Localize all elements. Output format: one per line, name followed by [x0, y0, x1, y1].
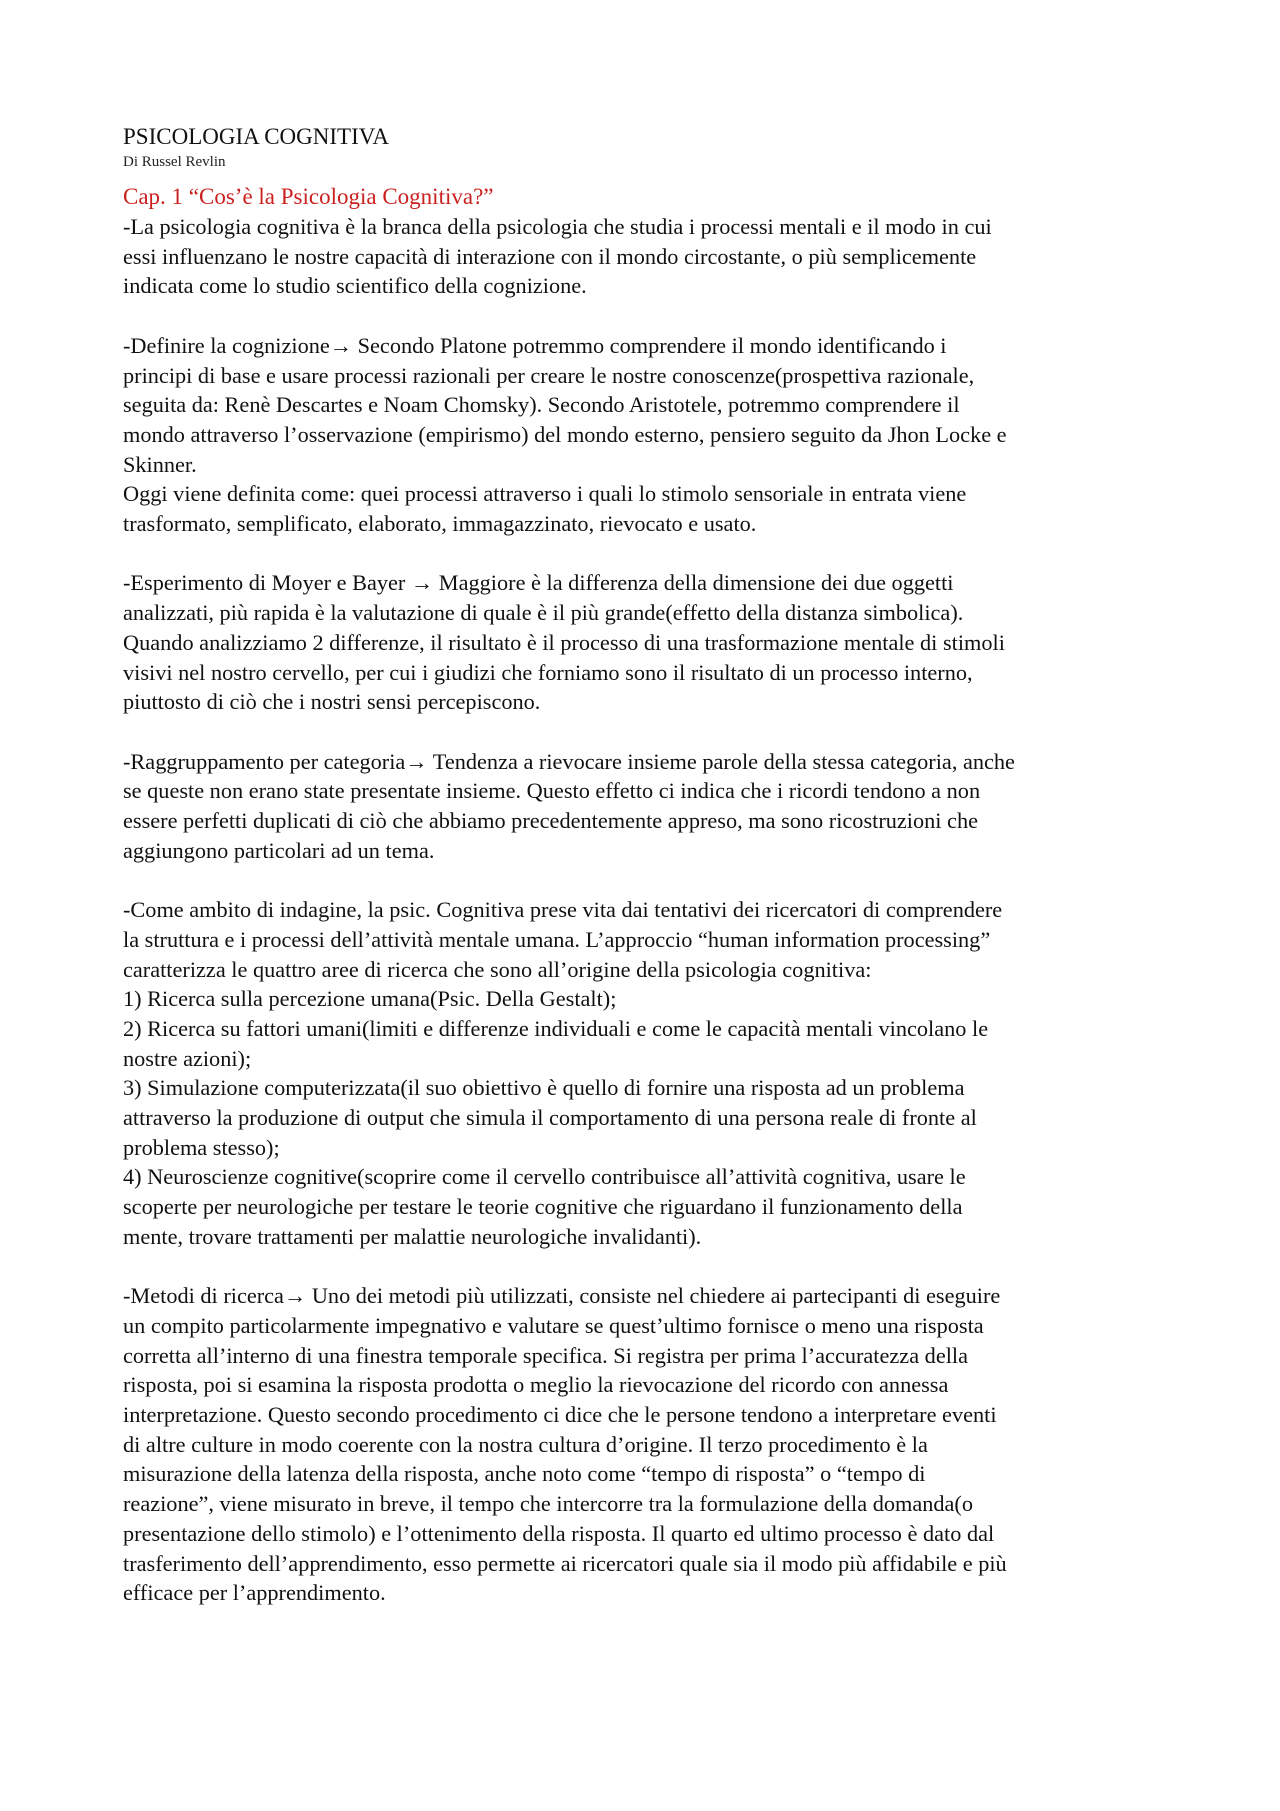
text-line: Oggi viene definita come: quei processi attraverso i quali lo stimolo sensoriale in entrata viene [123, 481, 967, 507]
text-line: essi influenzano le nostre capacità di interazione con il mondo circostante, o più semplicemente [123, 243, 977, 269]
text-line: Quando analizziamo 2 differenze, il risultato è il processo di una trasformazione mentale di stimoli [123, 629, 1005, 655]
paragraph-spacer [123, 301, 1173, 331]
document-author: Di Russel Revlin [123, 154, 226, 170]
text-line: 2) Ricerca su fattori umani(limiti e differenze individuali e come le capacità mentali vincolano le [123, 1015, 989, 1041]
text-line: visivi nel nostro cervello, per cui i giudizi che forniamo sono il risultato di un processo interno, [123, 659, 973, 685]
text-line: 3) Simulazione computerizzata(il suo obiettivo è quello di fornire una risposta ad un problema [123, 1075, 965, 1101]
text-line: 4) Neuroscienze cognitive(scoprire come il cervello contribuisce all’attività cognitiva, usare le [123, 1164, 966, 1190]
text-line: mondo attraverso l’osservazione (empirismo) del mondo esterno, pensiero seguito da Jhon Locke e [123, 421, 1007, 447]
paragraph [123, 1281, 1173, 1608]
text-line: trasferimento dell’apprendimento, esso permette ai ricercatori quale sia il modo più affidabile e più [123, 1550, 1007, 1576]
text-line: presentazione dello stimolo) e l’ottenimento della risposta. Il quarto ed ultimo processo è dato dal [123, 1520, 995, 1546]
text-line: mente, trovare trattamenti per malattie neurologiche invalidanti). [123, 1223, 702, 1249]
paragraph-spacer [123, 717, 1173, 747]
text-line: piuttosto di ciò che i nostri sensi percepiscono. [123, 689, 541, 715]
text-line: risposta, poi si esamina la risposta prodotta o meglio la rievocazione del ricordo con annessa [123, 1372, 949, 1398]
text-line: indicata come lo studio scientifico della cognizione. [123, 273, 587, 299]
chapter-heading: Cap. 1 “Cos’è la Psicologia Cognitiva?” [123, 184, 494, 209]
text-line: -Raggruppamento per categoria→ Tendenza a rievocare insieme parole della stessa categoria, anche [123, 748, 1015, 774]
text-line: un compito particolarmente impegnativo e valutare se quest’ultimo fornisce o meno una risposta [123, 1312, 984, 1338]
text-line: problema stesso); [123, 1134, 280, 1160]
text-line: -Esperimento di Moyer e Bayer → Maggiore è la differenza della dimensione dei due oggetti [123, 570, 954, 596]
text-line: reazione”, viene misurato in breve, il tempo che intercorre tra la formulazione della domanda(o [123, 1491, 974, 1517]
chapter-body [123, 212, 1173, 1608]
paragraph [123, 331, 1173, 539]
text-line: -Metodi di ricerca→ Uno dei metodi più utilizzati, consiste nel chiedere ai partecipanti di eseguire [123, 1283, 1001, 1309]
paragraph [123, 895, 1173, 1251]
text-line: aggiungono particolari ad un tema. [123, 837, 435, 863]
document-page [123, 122, 1173, 1608]
text-line: scoperte per neurologiche per testare le teorie cognitive che riguardano il funzionamento della [123, 1194, 963, 1220]
text-line: essere perfetti duplicati di ciò che abbiamo precedentemente appreso, ma sono ricostruzioni che [123, 808, 978, 834]
text-line: caratterizza le quattro aree di ricerca che sono all’origine della psicologia cognitiva: [123, 956, 872, 982]
text-line: se queste non erano state presentate insieme. Questo effetto ci indica che i ricordi tendono a non [123, 778, 981, 804]
text-line: -Definire la cognizione→ Secondo Platone potremmo comprendere il mondo identificando i [123, 332, 947, 358]
text-line: di altre culture in modo coerente con la nostra cultura d’origine. Il terzo procedimento è la [123, 1431, 928, 1457]
text-line: -Come ambito di indagine, la psic. Cognitiva prese vita dai tentativi dei ricercatori di comprendere [123, 897, 1003, 923]
text-line: seguita da: Renè Descartes e Noam Chomsky). Secondo Aristotele, potremmo comprendere il [123, 392, 960, 418]
text-line: 1) Ricerca sulla percezione umana(Psic. Della Gestalt); [123, 986, 617, 1012]
text-line: interpretazione. Questo secondo procedimento ci dice che le persone tendono a interpretare eventi [123, 1402, 997, 1428]
text-line: efficace per l’apprendimento. [123, 1580, 386, 1606]
text-line: corretta all’interno di una finestra temporale specifica. Si registra per prima l’accuratezza della [123, 1342, 968, 1368]
text-line: la struttura e i processi dell’attività mentale umana. L’approccio “human information processing” [123, 926, 991, 952]
text-line: principi di base e usare processi razionali per creare le nostre conoscenze(prospettiva razionale, [123, 362, 975, 388]
text-line: misurazione della latenza della risposta, anche noto come “tempo di risposta” o “tempo di [123, 1461, 926, 1487]
paragraph-spacer [123, 1252, 1173, 1282]
paragraph-spacer [123, 865, 1173, 895]
paragraph [123, 747, 1173, 866]
paragraph [123, 212, 1173, 301]
text-line: nostre azioni); [123, 1045, 252, 1071]
text-line: analizzati, più rapida è la valutazione di quale è il più grande(effetto della distanza simbolica). [123, 600, 964, 626]
text-line: attraverso la produzione di output che simula il comportamento di una persona reale di fronte al [123, 1105, 977, 1131]
document-title: PSICOLOGIA COGNITIVA [123, 124, 390, 149]
text-line: -La psicologia cognitiva è la branca della psicologia che studia i processi mentali e il modo in cui [123, 214, 992, 239]
text-line: Skinner. [123, 451, 197, 477]
paragraph [123, 568, 1173, 717]
paragraph-spacer [123, 539, 1173, 569]
text-line: trasformato, semplificato, elaborato, immagazzinato, rievocato e usato. [123, 511, 757, 537]
